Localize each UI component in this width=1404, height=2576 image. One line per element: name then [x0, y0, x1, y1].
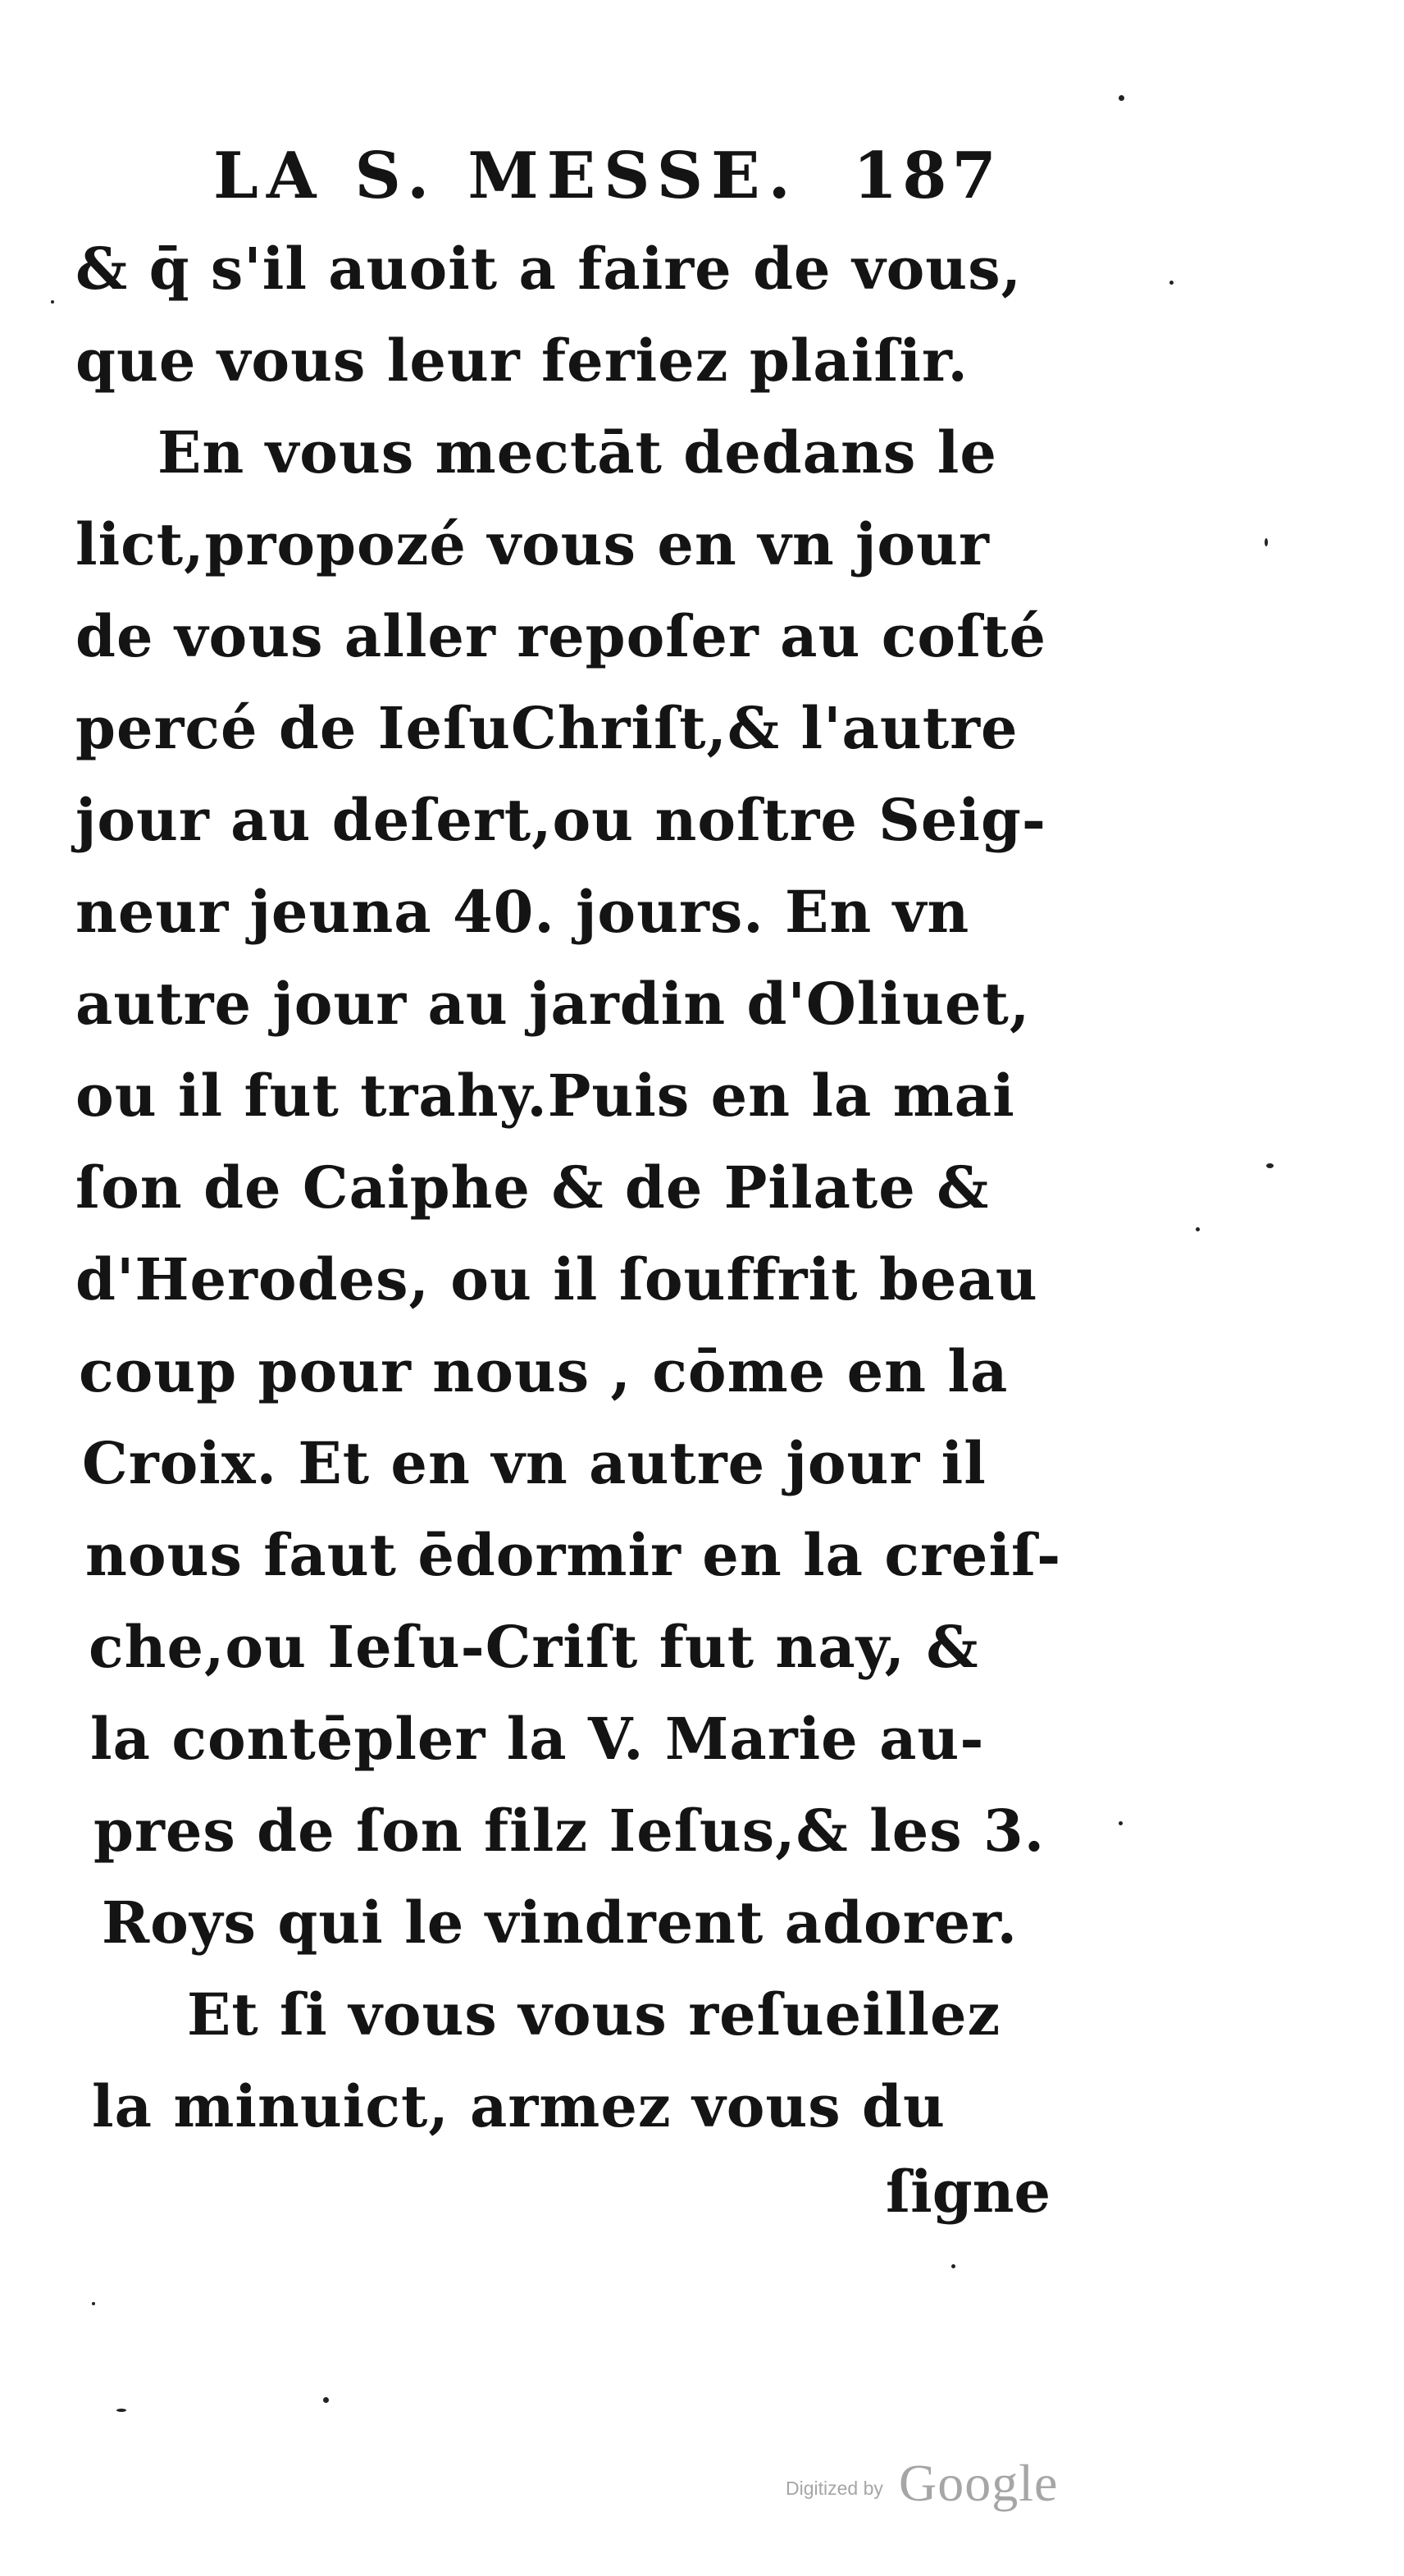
scan-speck [951, 2264, 955, 2268]
text-line: de vous aller repoſer au coſté [75, 602, 1047, 670]
text-line: Roys qui le vindrent adorer. [102, 1889, 1018, 1957]
scan-speck [51, 300, 54, 304]
text-line: la contēpler la V. Marie au- [90, 1705, 985, 1773]
text-line: nous faut ēdormir en la creiſ- [85, 1521, 1062, 1589]
text-line: ſon de Caiphe & de Pilate & [75, 1153, 990, 1222]
text-line: & q̄ s'il auoit a faire de vous, [75, 235, 1022, 303]
scan-speck [1265, 538, 1268, 546]
text-line: la minuict, armez vous du [92, 2072, 946, 2140]
watermark-prefix: Digitized by [786, 2478, 883, 2499]
text-line: jour au deſert,ou noſtre Seig- [75, 786, 1046, 854]
digitized-watermark [786, 2453, 1081, 2519]
running-header [213, 131, 1033, 222]
google-logo: Google [899, 2454, 1059, 2512]
text-line: que vous leur feriez plaiſir. [75, 327, 969, 395]
scan-speck [116, 2409, 126, 2412]
scan-speck [92, 2302, 95, 2305]
scan-speck [323, 2397, 329, 2403]
text-line: che,ou Ieſu-Criſt fut nay, & [89, 1613, 979, 1681]
text-line: En vous mectāt dedans le [157, 418, 997, 486]
text-line: d'Herodes, ou il ſouffrit beau [75, 1245, 1038, 1313]
text-line: coup pour nous , cōme en la [79, 1337, 1009, 1405]
text-line: Croix. Et en vn autre jour il [82, 1429, 987, 1497]
text-line: autre jour au jardin d'Oliuet, [75, 970, 1031, 1038]
scan-speck [1169, 281, 1174, 285]
scan-speck [1119, 1821, 1123, 1825]
catchword: ſigne [886, 2158, 1051, 2226]
text-line: percé de IeſuChriſt,& l'autre [75, 694, 1019, 762]
scan-speck [1119, 95, 1124, 101]
text-line: lict,propozé vous en vn jour [75, 510, 990, 578]
text-line: Et ſi vous vous reſueillez [187, 1980, 1001, 2048]
text-line: pres de ſon filz Ieſus,& les 3. [93, 1797, 1046, 1865]
running-title: LA S. MESSE. [213, 139, 799, 213]
text-line: neur jeuna 40. jours. En vn [75, 878, 970, 946]
page-number: 187 [853, 139, 1001, 213]
scan-speck [1266, 1163, 1274, 1168]
scan-speck [1196, 1227, 1200, 1231]
text-line: ou il fut trahy.Puis en la mai [75, 1062, 1015, 1130]
